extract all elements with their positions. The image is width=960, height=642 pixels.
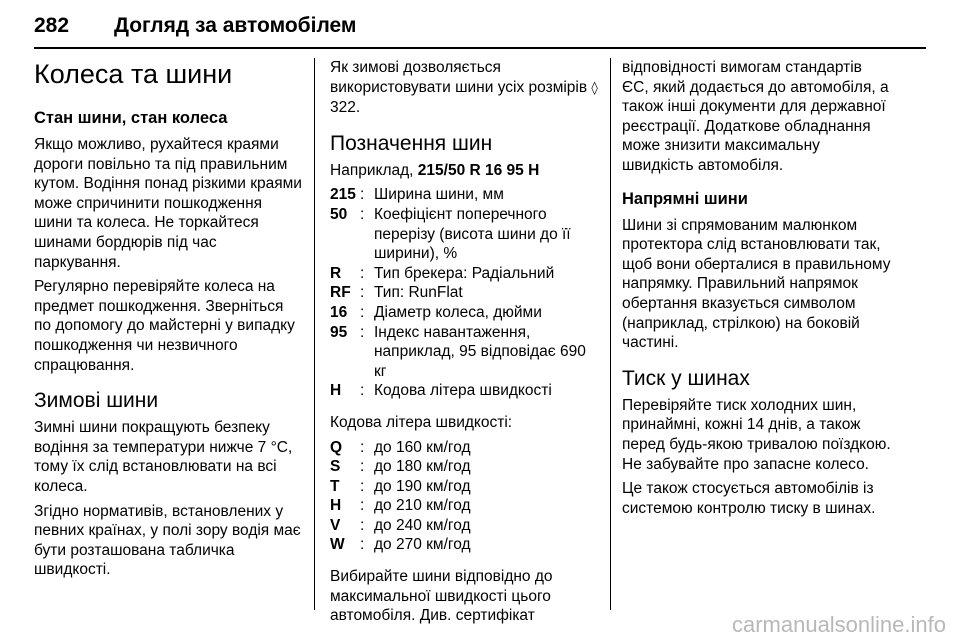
example-value: 215/50 R 16 95 H [417,161,540,179]
designation-example [330,161,598,181]
speed-code-heading: Кодова літера швидкості: [330,413,513,431]
speed-code-row: V : до 240 км/год [330,516,598,536]
designation-value: Кодова літера швидкості [374,382,552,400]
watermark: carmanualsonline.info [731,612,946,637]
designation-key: 50 [330,205,348,223]
designation-row: 16 : Діаметр колеса, дюйми [330,303,598,323]
speed-code-key: Q [330,438,343,456]
speed-code-key: H [330,497,342,515]
speed-code-value: до 270 км/год [374,536,471,554]
speed-code-row: W : до 270 км/год [330,535,598,555]
page-reference-arrow-icon: ◊ [591,80,598,96]
designation-value: Діаметр колеса, дюйми [374,303,542,321]
column-1 [34,58,302,585]
example-label: Наприклад, [330,161,414,179]
column-2 [330,58,598,631]
section-title: Колеса та шини [34,59,233,89]
designation-key: 16 [330,303,348,321]
speed-code-row: H : до 210 км/год [330,496,598,516]
tyre-pressure-paragraph-1: Перевіряйте тиск холодних шин, принаймні, кожні 14 днів, а також перед будь-якою тривалою поїздкою. Не забувайте про запасне колесо. [622,396,891,473]
page-number: 282 [34,14,70,37]
chapter-title: Догляд за автомобілем [114,14,357,37]
winter-tyres-paragraph-1: Зимні шини покращують безпеку водіння за температури нижче 7 °C, тому їх слід встановлювати на всі колеса. [34,419,293,495]
designation-row: 215 : Ширина шини, мм [330,185,598,205]
speed-code-key: S [330,458,341,476]
directional-tyres-heading: Напрямні шини [622,189,748,208]
tire-condition-paragraph-1: Якщо можливо, рухайтеся краями дороги повільно та під правильним кутом. Водіння понад різкими краями може спричинити пошкодження шини та колеса. Не торкайтеся шинами бордюрів під час паркування. [34,136,302,271]
designation-row: R : Тип брекера: Радіальний [330,264,598,284]
speed-code-key: T [330,477,340,495]
speed-code-list [330,438,598,556]
speed-selection-paragraph: Вибирайте шини відповідно до максимальної швидкості цього автомобіля. Див. сертифікат [330,568,553,625]
speed-code-row: S : до 180 км/год [330,457,598,477]
designation-row: 50 : Коефіцієнт поперечного перерізу (висота шини до її ширини), % [330,205,598,264]
designation-row: RF : Тип: RunFlat [330,283,598,303]
designation-value: Ширина шини, мм [374,186,504,204]
designation-value: Індекс навантаження, наприклад, 95 відповідає 690 кг [374,323,586,380]
speed-code-value: до 160 км/год [374,438,471,456]
designation-value: Тип: RunFlat [374,284,463,302]
designation-value: Коефіцієнт поперечного перерізу (висота шини до її ширини), % [374,205,571,263]
designation-key: RF [330,284,351,302]
tyre-designations-heading: Позначення шин [330,131,493,155]
column-3 [622,58,892,523]
speed-code-row: T : до 190 км/год [330,477,598,497]
speed-code-value: до 210 км/год [374,497,471,515]
designation-key: 95 [330,323,348,341]
certificate-paragraph: відповідності вимогам стандартів ЄС, який додається до автомобіля, а також інші документи для державної реєстрації. Додаткове обладнання може знизити максимальну швидкість автомобіля. [622,59,889,174]
speed-code-value: до 240 км/год [374,516,471,534]
speed-code-value: до 180 км/год [374,458,471,476]
page-reference-link[interactable]: 322. [330,99,361,117]
designation-row: 95 : Індекс навантаження, наприклад, 95 відповідає 690 кг [330,323,598,382]
designation-value: Тип брекера: Радіальний [374,264,555,282]
directional-tyres-paragraph: Шини зі спрямованим малюнком протектора слід встановлювати так, щоб вони оберталися в правильному напрямку. Правильний напрямок обертання вказується символом (наприклад, стрілкою) на боковій частині. [622,216,891,352]
page-header [34,14,926,48]
designation-key: R [330,264,342,282]
tyre-pressure-paragraph-2: Це також стосується автомобілів із системою контролю тиску в шинах. [622,480,876,517]
designation-row: H : Кодова літера швидкості [330,381,598,401]
designation-list [330,185,598,401]
designation-key: H [330,382,342,400]
winter-tyres-heading: Зимові шини [34,389,159,413]
tire-condition-paragraph-2: Регулярно перевіряйте колеса на предмет пошкодження. Зверніться по допомогу до майстерні у випадку пошкодження чи незвичного спрацювання. [34,278,295,374]
speed-code-key: V [330,516,341,534]
winter-sizes-paragraph [330,58,598,118]
designation-key: 215 [330,186,356,204]
tire-condition-heading: Стан шини, стан колеса [34,109,228,127]
speed-code-key: W [330,536,345,554]
column-divider-1 [314,58,315,610]
speed-code-value: до 190 км/год [374,477,471,495]
speed-code-row: Q : до 160 км/год [330,438,598,458]
winter-sizes-text: Як зимові дозволяється використовувати шини усіх розмірів [330,59,588,96]
header-rule [34,47,926,49]
tyre-pressure-heading: Тиск у шинах [622,366,750,390]
winter-tyres-paragraph-2: Згідно нормативів, встановлених у певних країнах, у полі зору водія має бути розташована табличка швидкості. [34,502,301,579]
column-divider-2 [610,58,611,610]
